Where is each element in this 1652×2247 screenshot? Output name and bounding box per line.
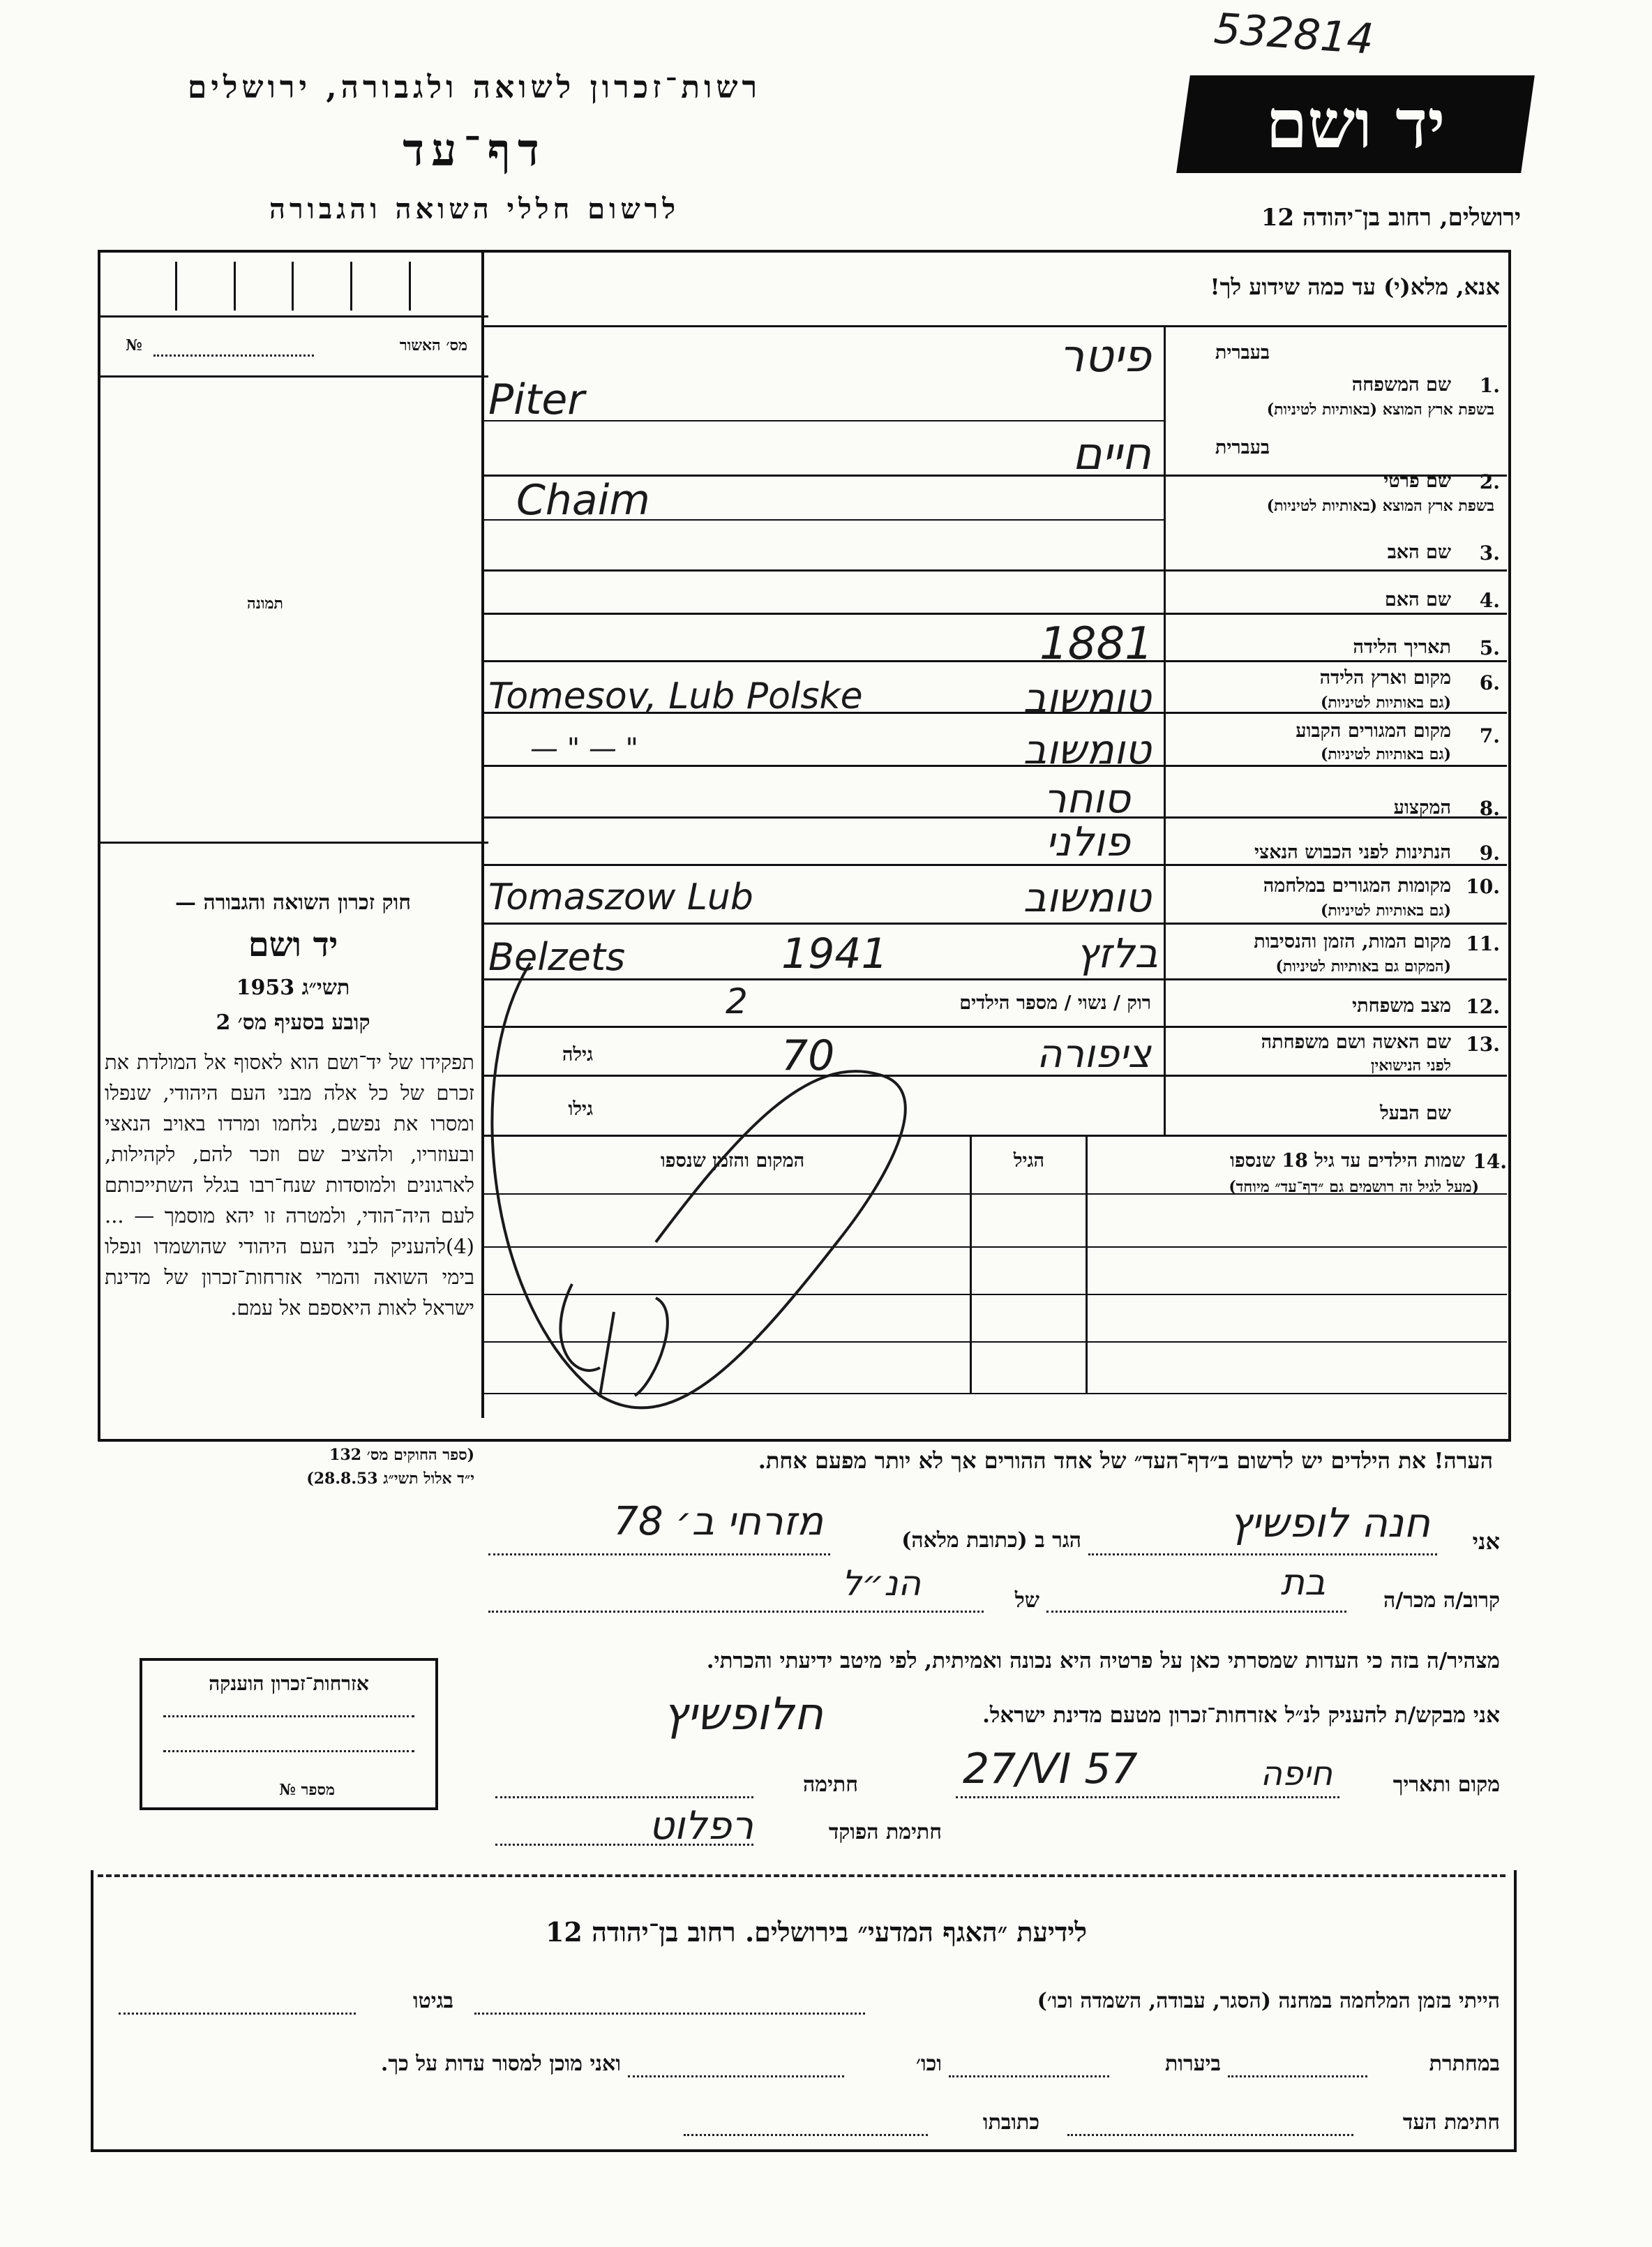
relation[interactable]: בת	[1280, 1562, 1326, 1604]
field-1-number: 1.	[1479, 374, 1500, 397]
declarant-signature[interactable]: חלופשיץ	[663, 1689, 823, 1740]
signature-label: חתימה	[803, 1772, 858, 1797]
footer-line1-b: בגיטו	[412, 1989, 453, 2013]
wartime-residence-latin[interactable]: Tomaszow Lub	[488, 876, 753, 918]
children-count[interactable]: 2	[726, 981, 748, 1022]
wife-name[interactable]: ציפורה	[1036, 1031, 1151, 1077]
law-clause: קובע בסעיף מס׳ 2	[216, 1010, 370, 1035]
citizenship-box-number: מספר №	[279, 1781, 335, 1799]
inspector-label: חתימת הפוקד	[828, 1820, 942, 1844]
profession[interactable]: סוחר	[1043, 775, 1130, 822]
field-11-sub: (המקום גם באותיות לטיניות)	[1275, 957, 1451, 976]
law-ref-2: י״ד אלול תשי״ג 28.8.53)	[306, 1470, 474, 1488]
law-name: יד ושם	[248, 925, 338, 964]
cancel-stroke	[446, 949, 977, 1451]
of-value[interactable]: הנ״ל	[841, 1563, 921, 1604]
husband-label: שם הבעל	[1380, 1103, 1451, 1124]
place-date[interactable]: 27/VI 57	[963, 1745, 1138, 1793]
law-year: תשי״ג 1953	[236, 976, 350, 1000]
place[interactable]: חיפה	[1260, 1754, 1332, 1793]
field-9-label: הנתינות לפני הכבוש הנאצי	[1254, 842, 1451, 863]
field-2-sub: בשפת ארץ המוצא (באותיות לטיניות)	[1266, 497, 1494, 515]
inspector-signature[interactable]: רפלוט	[649, 1803, 753, 1849]
field-13-sub: לפני הנישואין	[1370, 1057, 1451, 1075]
yad-vashem-logo	[1176, 75, 1535, 173]
first-name-latin[interactable]: Chaim	[516, 476, 650, 525]
field-5-number: 5.	[1479, 636, 1500, 659]
law-ref-1: (ספר החוקים מס׳ 132	[329, 1446, 474, 1464]
children-place-header: המקום והזמן שנספו	[660, 1150, 805, 1172]
field-5-label: תאריך הלידה	[1353, 636, 1451, 658]
death-year[interactable]: 1941	[781, 930, 888, 978]
citizenship-box-title: אזרחות־זכרון הוענקה	[209, 1672, 369, 1695]
nationality[interactable]: פולני	[1045, 818, 1130, 865]
law-body: תפקידו של יד־ושם הוא לאסוף אל המולדת את זכרם של כל אלה מבני העם היהודי, שנפלו ומסרו את נפשם, נלחמו ומרדו באויב הנאצי ובעוזריו, ולהציב שם וזכר להם, לקהילות, לארגונים ולמוסדות שנח־רבו בגלל השתייכותם לעם היה־הודי, ולמטרה זו יהא מוסמך — ...(4)להעניק לבני העם היהודי שהושמדו ונפלו בימי השואה והמרי אזרחות־זכרון של מדינת ישראל לאות היאספם אל עמם.	[105, 1050, 474, 1320]
family-name-latin[interactable]: Piter	[488, 375, 585, 424]
law-title: חוק זכרון השואה והגבורה —	[175, 890, 411, 915]
field-8-label: המקצוע	[1393, 797, 1451, 819]
footer-line2-c: וכו׳	[916, 2052, 942, 2076]
field-1-sub: בשפת ארץ המוצא (באותיות לטיניות)	[1266, 401, 1494, 419]
archive-number: 532814	[1212, 4, 1376, 64]
death-place-hebrew[interactable]: בלזץ	[1076, 930, 1158, 977]
form-title: דף־עד	[403, 124, 546, 177]
field-1-hebrew-tag: בעברית	[1215, 342, 1270, 364]
wife-age[interactable]: 70	[781, 1031, 835, 1080]
authority-name: רשות־זכרון לשואה ולגבורה, ירושלים	[187, 70, 762, 105]
field-6-number: 6.	[1479, 671, 1500, 694]
logo-text: יד ושם	[1266, 84, 1446, 163]
footer-line3-a: חתימת העד	[1402, 2110, 1500, 2135]
form-subtitle: לרשום חללי השואה והגבורה	[269, 193, 680, 225]
residence-hebrew[interactable]: טומשוב	[1023, 726, 1151, 773]
photo-label: תמונה	[247, 595, 283, 613]
request: אני מבקש/ת להעניק לנ״ל אזרחות־זכרון מטעם מדינת ישראל.	[982, 1703, 1500, 1728]
field-2-number: 2.	[1479, 470, 1500, 493]
field-10-sub: (גם באותיות לטיניות)	[1320, 902, 1451, 920]
field-3-number: 3.	[1479, 542, 1500, 565]
residing-label: הגר ב (כתובת מלאה)	[901, 1528, 1081, 1553]
wartime-residence-hebrew[interactable]: טומשוב	[1023, 874, 1151, 921]
death-place-latin[interactable]: Belzets	[488, 935, 626, 979]
field-9-number: 9.	[1479, 842, 1500, 865]
birth-date[interactable]: 1881	[1039, 618, 1153, 670]
first-name-hebrew[interactable]: חיים	[1072, 428, 1151, 480]
field-6-label: מקום וארץ הלידה	[1319, 667, 1451, 689]
footer-line2-b: ביערות	[1164, 2052, 1221, 2076]
of-label: של	[1014, 1588, 1039, 1613]
i-label: אני	[1472, 1528, 1500, 1555]
code-boxes	[119, 262, 467, 311]
children-label: שמות הילדים עד גיל 18 שנספו	[1230, 1150, 1465, 1172]
family-name-hebrew[interactable]: פיטר	[1059, 331, 1151, 382]
field-12-label: מצב משפחתי	[1352, 995, 1451, 1017]
field-13-label: שם האשה ושם משפחתה	[1261, 1031, 1451, 1053]
footer-line2-a: במחתרת	[1429, 2052, 1500, 2076]
field-2-label: שם פרטי	[1383, 470, 1451, 492]
footer-title: לידיעת ״האגף המדעי״ בירושלים. רחוב בן־יהודה 12	[545, 1916, 1088, 1948]
field-11-label: מקום המות, הזמן והנסיבות	[1254, 931, 1451, 953]
field-1-label: שם המשפחה	[1351, 374, 1451, 396]
field-14-number: 14.	[1473, 1150, 1507, 1173]
note: הערה! את הילדים יש לרשום ב״דף־העד״ של אחד ההורים אך לא יותר מפעם אחת.	[758, 1447, 1493, 1474]
field-12-number: 12.	[1466, 995, 1500, 1018]
field-3-label: שם האב	[1387, 542, 1451, 563]
declarant-name[interactable]: חנה לופשיץ	[1229, 1499, 1430, 1546]
field-7-label: מקום המגורים הקבוע	[1296, 720, 1451, 742]
residence-latin[interactable]: — " — "	[530, 733, 638, 765]
field-6-sub: (גם באותיות לטיניות)	[1320, 694, 1451, 712]
field-11-number: 11.	[1466, 932, 1500, 955]
citizenship-box	[140, 1658, 438, 1810]
field-7-number: 7.	[1479, 724, 1500, 747]
instruction: אנא, מלא(י) עד כמה שידוע לך!	[1210, 274, 1500, 300]
place-date-label: מקום ותאריך	[1392, 1772, 1500, 1797]
birth-place-hebrew[interactable]: טומשוב	[1023, 674, 1151, 722]
footer-line1-a: הייתי בזמן המלחמה במחנה (הסגר, עבודה, השמדה וכו׳)	[1037, 1989, 1500, 2013]
wife-age-label: גילה	[562, 1044, 593, 1066]
field-7-sub: (גם באותיות לטיניות)	[1320, 745, 1451, 763]
field-13-number: 13.	[1466, 1033, 1500, 1056]
birth-place-latin[interactable]: Tomesov, Lub Polske	[488, 675, 863, 717]
address: ירושלים, רחוב בן־יהודה 12	[1261, 204, 1521, 232]
approval-label: מס׳ האשור	[399, 336, 467, 354]
declaration: מצהיר/ה בזה כי העדות שמסרתי כאן על פרטיה היא נכונה ואמיתית, לפי מיטב ידיעתי והכרתי.	[706, 1648, 1500, 1673]
children-sub: (מעל לגיל זה רושמים גם ״דף־עד״ מיוחד)	[1229, 1178, 1479, 1196]
field-10-label: מקומות המגורים במלחמה	[1263, 875, 1451, 897]
field-4-number: 4.	[1479, 589, 1500, 612]
declarant-address[interactable]: מזרחי ב׳ 78	[613, 1499, 823, 1544]
field-2-hebrew-tag: בעברית	[1215, 437, 1270, 458]
children-age-header: הגיל	[1013, 1150, 1045, 1172]
footer-line3-b: כתובתו	[982, 2110, 1039, 2135]
field-8-number: 8.	[1479, 797, 1500, 820]
field-10-number: 10.	[1466, 875, 1500, 898]
field-4-label: שם האם	[1384, 589, 1451, 611]
marital-options: רוק / נשוי / מספר הילדים	[959, 992, 1151, 1014]
footer-line2-d: ואני מוכן למסור עדות על כך.	[380, 2052, 621, 2076]
approval-number: №	[126, 336, 142, 354]
husband-age-label: גילו	[568, 1098, 593, 1120]
relative-label: קרוב/ה מכר/ה	[1383, 1588, 1500, 1613]
